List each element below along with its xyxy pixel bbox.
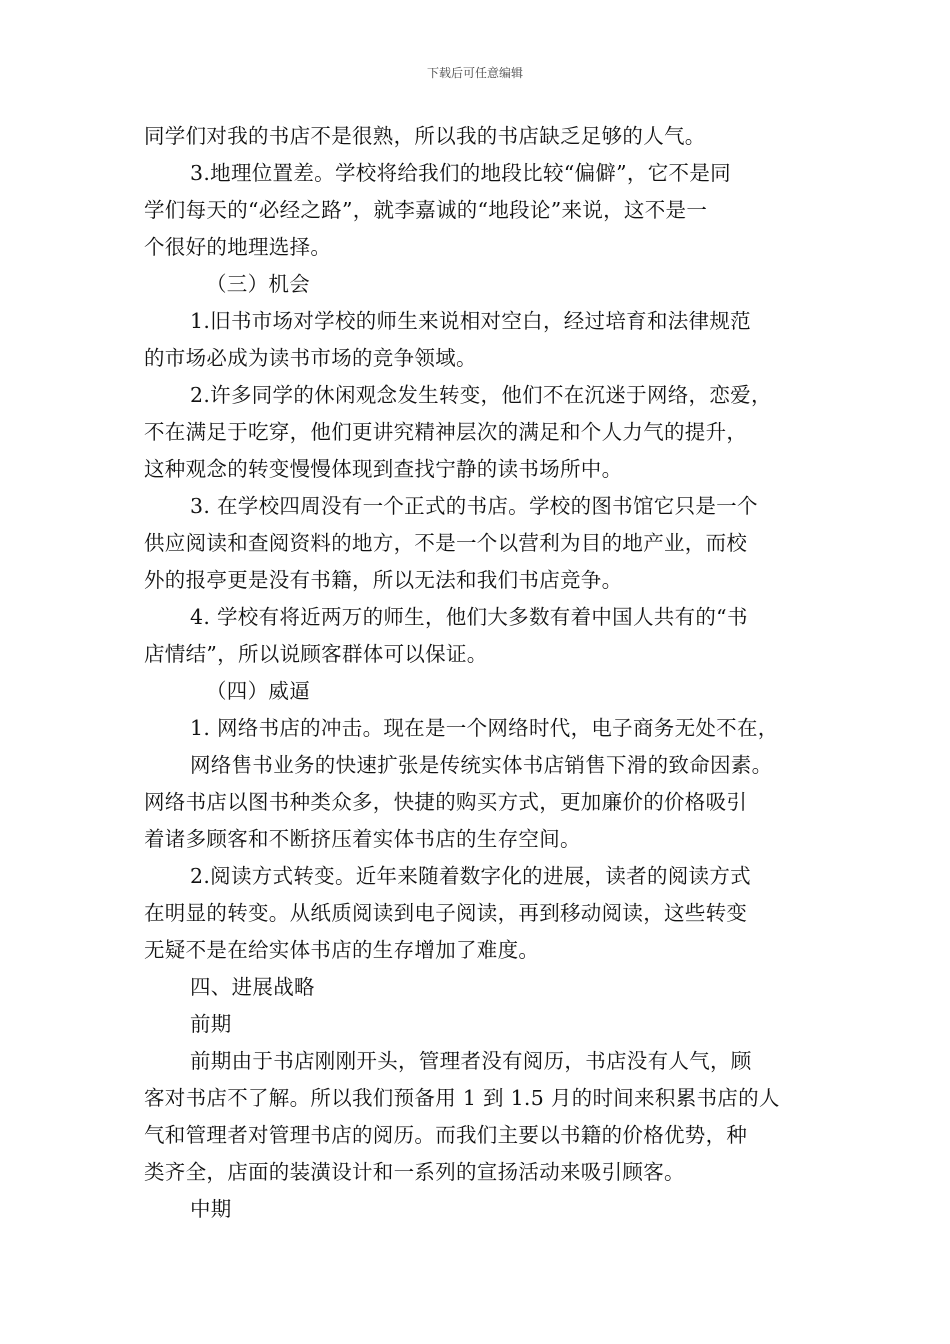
subheading-mid-stage: 中期 bbox=[190, 1197, 232, 1221]
text-line-3: 学们每天的“必经之路”，就李嘉诚的“地段论”来说，这不是一 bbox=[144, 198, 708, 222]
subheading-early-stage: 前期 bbox=[190, 1012, 232, 1036]
text-line-15: 店情结”，所以说顾客群体可以保证。 bbox=[144, 642, 488, 666]
text-line-20: 着诸多顾客和不断挤压着实体书店的生存空间。 bbox=[144, 827, 581, 851]
text-line-13: 外的报亭更是没有书籍，所以无法和我们书店竞争。 bbox=[144, 568, 623, 592]
text-line-18: 网络售书业务的快速扩张是传统实体书店销售下滑的致命因素。 bbox=[190, 753, 773, 777]
text-line-14: 4. 学校有将近两万的师生，他们大多数有着中国人共有的“书 bbox=[190, 605, 748, 629]
section-heading-threats: （四）威逼 bbox=[206, 679, 310, 703]
section-heading-opportunities: （三）机会 bbox=[206, 272, 310, 296]
section-heading-strategy: 四、进展战略 bbox=[190, 975, 315, 999]
text-line-26: 前期由于书店刚刚开头，管理者没有阅历，书店没有人气，顾 bbox=[190, 1049, 752, 1073]
text-line-23: 无疑不是在给实体书店的生存增加了难度。 bbox=[144, 938, 540, 962]
text-line-10: 这种观念的转变慢慢体现到查找宁静的读书场所中。 bbox=[144, 457, 623, 481]
text-line-12: 供应阅读和查阅资料的地方，不是一个以营利为目的地产业，而校 bbox=[144, 531, 748, 555]
text-line-22: 在明显的转变。从纸质阅读到电子阅读，再到移动阅读，这些转变 bbox=[144, 901, 748, 925]
document-body bbox=[144, 118, 814, 1228]
text-line-29: 类齐全，店面的装潢设计和一系列的宣扬活动来吸引顾客。 bbox=[144, 1160, 685, 1184]
text-line-6: 1.旧书市场对学校的师生来说相对空白，经过培育和法律规范 bbox=[190, 309, 751, 333]
text-line-21: 2.阅读方式转变。近年来随着数字化的进展，读者的阅读方式 bbox=[190, 864, 751, 888]
text-line-4: 个很好的地理选择。 bbox=[144, 235, 332, 259]
text-line-7: 的市场必成为读书市场的竞争领域。 bbox=[144, 346, 477, 370]
text-line-17: 1. 网络书店的冲击。现在是一个网络时代，电子商务无处不在， bbox=[190, 716, 779, 740]
text-line-2: 3.地理位置差。学校将给我们的地段比较“偏僻”，它不是同 bbox=[190, 161, 731, 185]
text-line-28: 气和管理者对管理书店的阅历。而我们主要以书籍的价格优势，种 bbox=[144, 1123, 748, 1147]
page-header: 下载后可任意编辑 bbox=[426, 66, 523, 80]
text-line-19: 网络书店以图书种类众多，快捷的购买方式，更加廉价的价格吸引 bbox=[144, 790, 748, 814]
text-line-9: 不在满足于吃穿，他们更讲究精神层次的满足和个人力气的提升， bbox=[144, 420, 748, 444]
text-line-27: 客对书店不了解。所以我们预备用 1 到 1.5 月的时间来积累书店的人 bbox=[144, 1086, 780, 1110]
text-line-8: 2.许多同学的休闲观念发生转变，他们不在沉迷于网络，恋爱， bbox=[190, 383, 772, 407]
text-line-1: 同学们对我的书店不是很熟，所以我的书店缺乏足够的人气。 bbox=[144, 124, 706, 148]
text-line-11: 3. 在学校四周没有一个正式的书店。学校的图书馆它只是一个 bbox=[190, 494, 758, 518]
